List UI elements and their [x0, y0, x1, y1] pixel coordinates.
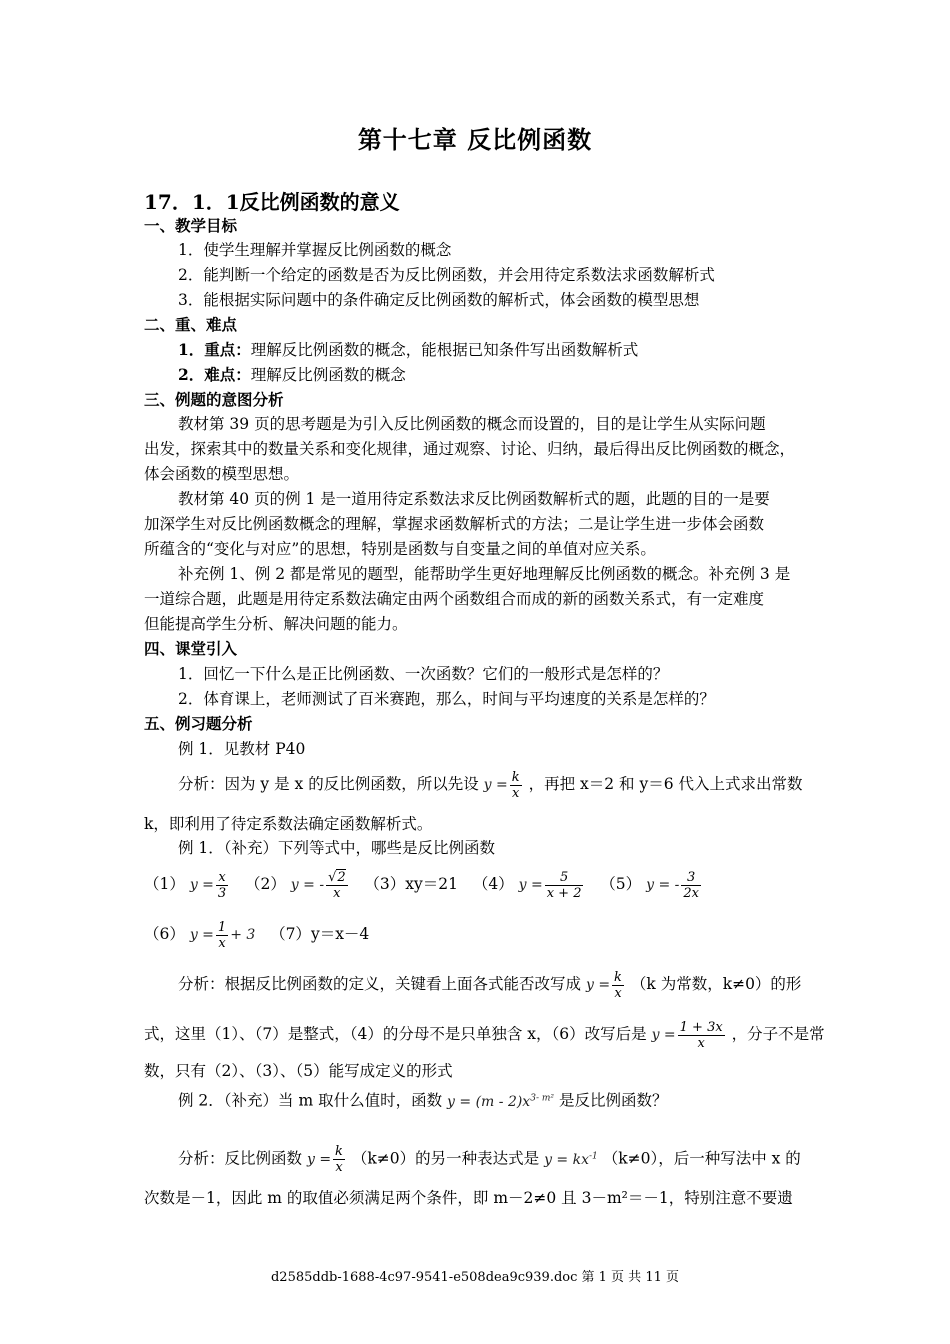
paragraph-line: 但能提高学生分析、解决问题的能力。: [144, 615, 408, 633]
formula-option-7: y＝x－4: [310, 925, 370, 943]
option-label: （1）: [144, 875, 185, 893]
formula-option-5-frac: $\frac{3}{2x}$: [683, 869, 699, 901]
focus-text: 理解反比例函数的概念，能根据已知条件写出函数解析式: [250, 341, 639, 359]
difficulty-text: 理解反比例函数的概念: [250, 366, 406, 384]
heading-exercise-analysis: 五、例习题分析: [144, 714, 253, 733]
focus-label: 1．重点：: [178, 340, 251, 359]
formula-y-kx-neg1: $y = kx^{-1}$: [544, 1151, 598, 1168]
paragraph-line: 体会函数的模型思想。: [144, 465, 300, 483]
formula-option-5: y = -: [646, 877, 680, 893]
formula-option-4-frac: $\frac{5}{x + 2}$: [546, 869, 582, 901]
analysis-text: 分析：根据反比例函数的定义，关键看上面各式能否改写成: [178, 975, 582, 993]
example-1: 例 1．见教材 P40: [178, 740, 306, 758]
paragraph-line: 所蕴含的“变化与对应”的思想，特别是函数与自变量之间的单值对应关系。: [144, 540, 656, 558]
formula-k-over-x: $\frac{k}{x}$: [335, 1144, 343, 1176]
goal-item: 2．能判断一个给定的函数是否为反比例函数，并会用待定系数法求函数解析式: [178, 266, 715, 284]
formula-option-1-frac: $\frac{x}{3}$: [217, 869, 227, 901]
formula-example-2: $y = (m - 2)x^{3- m^2}$: [447, 1093, 554, 1110]
paragraph-line: 教材第 39 页的思考题是为引入反比例函数的概念而设置的，目的是让学生从实际问题: [178, 415, 766, 433]
difficulty-line: [178, 363, 814, 387]
paragraph-line: 一道综合题，此题是用待定系数法确定由两个函数组合而成的新的函数关系式，有一定难度: [144, 590, 765, 608]
example-2: [178, 1086, 814, 1114]
intro-item: 1．回忆一下什么是正比例函数、一次函数？它们的一般形式是怎样的？: [178, 665, 669, 683]
formula-option-2: y = -: [290, 877, 325, 893]
options-row-1: [144, 866, 814, 903]
goal-item: 1．使学生理解并掌握反比例函数的概念: [178, 241, 452, 259]
option-label: （6）: [144, 925, 185, 943]
chapter-title: 第十七章 反比例函数: [357, 125, 593, 154]
heading-class-intro: 四、课堂引入: [144, 639, 238, 658]
analysis-3: [178, 1138, 814, 1178]
options-row-2: （6） y = $\frac{1}{x}$ + 3 （7）y＝x－4: [144, 919, 370, 951]
heading-key-points: 二、重、难点: [144, 315, 238, 334]
formula-option-4: y =: [518, 877, 543, 893]
page-footer: d2585ddb-1688-4c97-9541-e508dea9c939.doc 第 1 页 共 11 页: [270, 1270, 679, 1285]
analysis-text: （k≠0），后一种写法中 x 的: [602, 1149, 801, 1168]
formula-k-over-x: $\frac{k}{x}$: [511, 769, 520, 801]
focus-line: [178, 338, 814, 362]
formula-option-1: y =: [189, 877, 214, 893]
analysis-text: ，分子不是常: [731, 1025, 825, 1043]
analysis-text: 式，这里（1）、（7）是整式，（4）的分母不是只单独含 x，（6）改写后是: [144, 1025, 647, 1043]
formula-y-equals: y =: [483, 777, 508, 793]
heading-example-intent: 三、例题的意图分析: [144, 390, 284, 409]
analysis-text: ，再把 x＝2 和 y＝6 代入上式求出常数: [528, 775, 803, 793]
heading-teaching-goals: 一、教学目标: [144, 216, 238, 235]
option-label: （5）: [600, 875, 642, 893]
analysis-2-end: 数，只有（2）、（3）、（5）能写成定义的形式: [144, 1062, 453, 1080]
formula-option-6: y =: [189, 927, 214, 943]
example-1-analysis-cont: k，即利用了待定系数法确定函数解析式。: [144, 815, 433, 833]
paragraph-line: 教材第 40 页的例 1 是一道用待定系数法求反比例函数解析式的题，此题的目的一是要: [178, 490, 770, 508]
formula-1-plus-3x-over-x: $\frac{1 + 3x}{x}$: [679, 1019, 723, 1051]
intro-item: 2．体育课上，老师测试了百米赛跑，那么，时间与平均速度的关系是怎样的？: [178, 690, 715, 708]
formula-y-equals: y =: [651, 1027, 676, 1043]
formula-k-over-x: $\frac{k}{x}$: [614, 969, 622, 1001]
goal-item: 3．能根据实际问题中的条件确定反比例函数的解析式，体会函数的模型思想: [178, 291, 700, 309]
option-label: （4）: [472, 875, 514, 893]
option-label: （7）: [270, 925, 311, 943]
option-label: （3）: [364, 875, 406, 893]
option-label: （2）: [244, 875, 286, 893]
example-2-text: 是反比例函数？: [558, 1091, 668, 1110]
formula-option-3: xy＝21: [405, 875, 459, 893]
example-2-text: 例 2．（补充）当 m 取什么值时，函数: [178, 1091, 443, 1110]
analysis-text: （k 为常数，k≠0）的形: [630, 975, 802, 993]
example-1-supplement: 例 1．（补充）下列等式中，哪些是反比例函数: [178, 839, 496, 857]
analysis-3-cont: 次数是－1，因此 m 的取值必须满足两个条件，即 m－2≠0 且 3－m²＝－1，特别注意不要遗: [144, 1189, 793, 1207]
analysis-2-cont: [144, 1016, 825, 1053]
example-1-analysis: [178, 766, 814, 803]
paragraph-line: 加深学生对反比例函数概念的理解，掌握求函数解析式的方法；二是让学生进一步体会函数: [144, 515, 765, 533]
analysis-2: [178, 966, 814, 1003]
formula-y-equals: y =: [585, 977, 611, 993]
formula-y-equals: y =: [306, 1151, 332, 1168]
formula-option-6-frac: $\frac{1}{x}$: [217, 919, 227, 951]
paragraph-line: 出发，探索其中的数量关系和变化规律，通过观察、讨论、归纳，最后得出反比例函数的概念，: [144, 440, 796, 458]
analysis-text: （k≠0）的另一种表达式是: [351, 1149, 540, 1168]
analysis-text: 分析：反比例函数: [178, 1149, 303, 1168]
difficulty-label: 2．难点：: [178, 365, 251, 384]
formula-option-2-frac: $\frac{√2}{x}$: [328, 869, 346, 901]
analysis-text: 分析：因为 y 是 x 的反比例函数，所以先设: [178, 775, 479, 793]
paragraph-line: 补充例 1、例 2 都是常见的题型，能帮助学生更好地理解反比例函数的概念。补充例 3 是: [178, 565, 791, 583]
section-title: 17．1．1反比例函数的意义: [144, 190, 400, 214]
